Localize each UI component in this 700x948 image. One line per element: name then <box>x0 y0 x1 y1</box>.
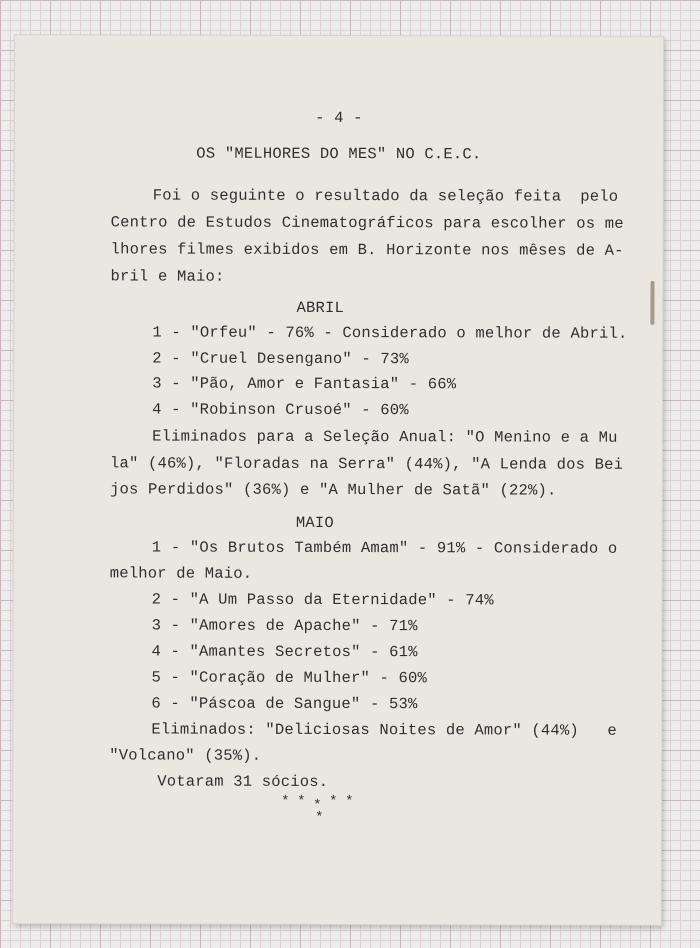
may-item: 2 - "A Um Passo da Eternidade" - 74% <box>151 590 494 610</box>
may-eliminated-line: Eliminados: "Deliciosas Noites de Amor" (44%) e <box>151 720 617 740</box>
typewritten-page <box>13 35 663 925</box>
may-item: 3 - "Amores de Apache" - 71% <box>151 616 418 636</box>
intro-line: Centro de Estudos Cinematográficos para escolher os me <box>110 213 624 233</box>
may-eliminated-line: "Volcano" (35%). <box>109 746 262 765</box>
may-item: 6 - "Páscoa de Sangue" - 53% <box>151 694 418 714</box>
april-eliminated-line: jos Perdidos" (36%) e "A Mulher de Satã" (22%). <box>109 480 557 500</box>
votes-line: Votaram 31 sócios. <box>157 772 329 791</box>
may-heading: MAIO <box>295 513 334 532</box>
intro-line: bril e Maio: <box>110 267 225 286</box>
april-item: 2 - "Cruel Desengano" - 73% <box>152 349 409 369</box>
may-item: 5 - "Coração de Mulher" - 60% <box>151 668 428 688</box>
april-heading: ABRIL <box>296 298 344 318</box>
may-item: 4 - "Amantes Secretos" - 61% <box>151 642 418 662</box>
page-title: OS "MELHORES DO MES" NO C.E.C. <box>196 144 482 164</box>
intro-line: lhores filmes exibidos em B. Horizonte nos mêses de A- <box>110 240 624 260</box>
asterisk-ornament: * * * * * * <box>281 793 354 826</box>
may-item: 1 - "Os Brutos Também Amam" - 91% - Considerado o <box>151 538 618 558</box>
april-item: 1 - "Orfeu" - 76% - Considerado o melhor de Abril. <box>152 323 628 343</box>
may-item: melhor de Maio. <box>109 564 253 583</box>
intro-line: Foi o seguinte o resultado da seleção feita pelo <box>152 186 619 206</box>
april-eliminated-line: la" (46%), "Floradas na Serra" (44%), "A Lenda dos Bei <box>110 454 624 474</box>
april-eliminated-line: Eliminados para a Seleção Anual: "O Menino e a Mu <box>152 427 618 447</box>
page-number: - 4 - <box>315 108 363 128</box>
april-item: 4 - "Robinson Crusoé" - 60% <box>152 400 409 420</box>
april-item: 3 - "Pão, Amor e Fantasia" - 66% <box>152 374 457 394</box>
